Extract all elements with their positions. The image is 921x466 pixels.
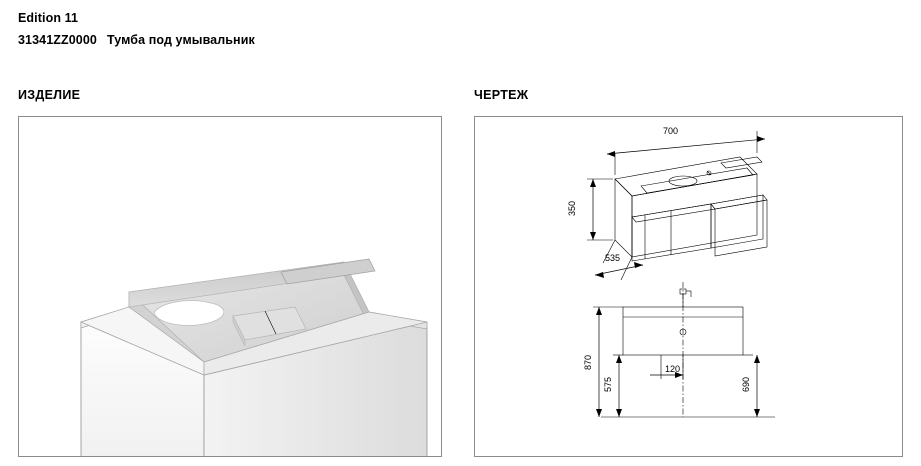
front-dimension-drawing: [583, 282, 775, 417]
section-label-drawing: ЧЕРТЕЖ: [474, 88, 529, 102]
edition-title: Edition 11: [18, 11, 79, 25]
dim-label-575: 575: [603, 376, 613, 392]
dim-label-700: 700: [663, 126, 679, 136]
dim-label-690: 690: [741, 376, 751, 392]
dim-label-350: 350: [567, 200, 577, 216]
technical-drawings: [475, 117, 902, 456]
technical-drawing-panel: [474, 116, 903, 457]
title-block: [18, 10, 255, 48]
article-code: 31341ZZ0000: [18, 33, 97, 47]
article-line: [18, 32, 255, 48]
dim-label-535: 535: [605, 253, 621, 263]
vanity-unit-3d-render: [19, 117, 441, 456]
product-image-panel: [18, 116, 442, 457]
article-name: Тумба под умывальник: [106, 33, 255, 47]
perspective-dimension-drawing: [567, 126, 767, 280]
dim-label-870: 870: [583, 354, 593, 370]
dim-label-120: 120: [665, 364, 681, 374]
section-label-product: ИЗДЕЛИЕ: [18, 88, 81, 102]
